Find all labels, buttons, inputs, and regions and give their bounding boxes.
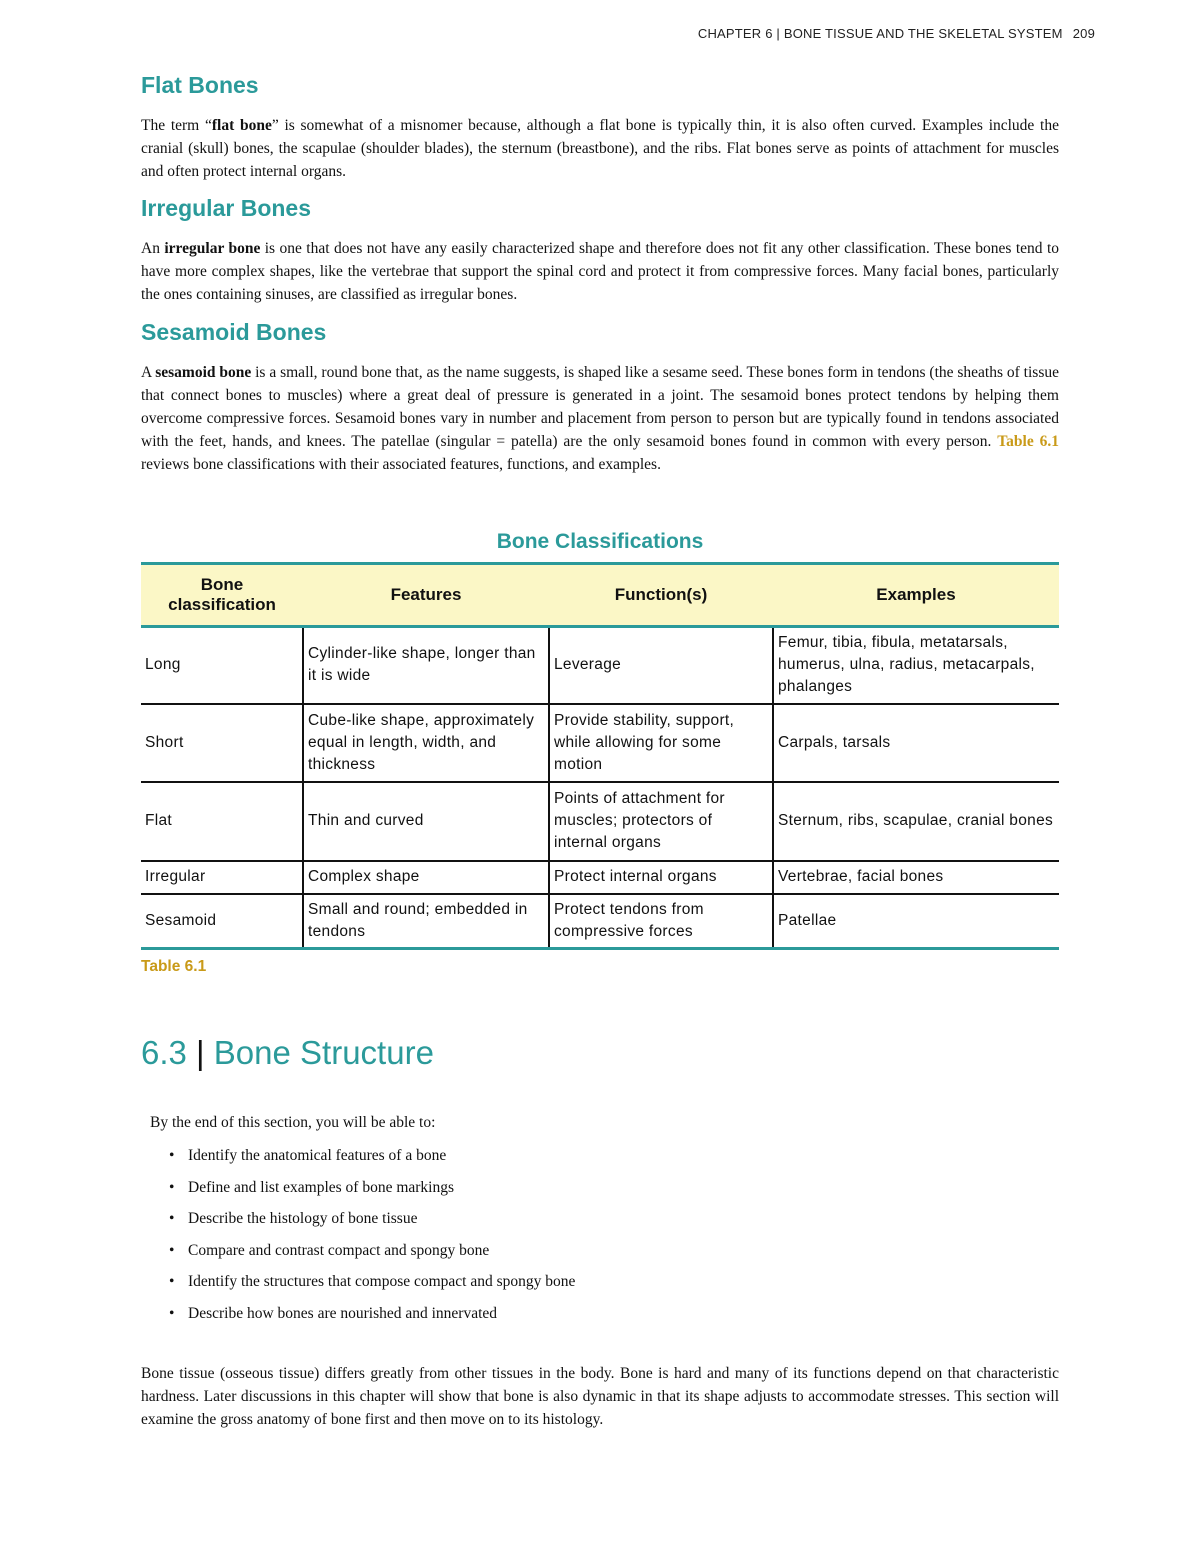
table-cell: Thin and curved (303, 782, 549, 861)
header-features: Features (390, 585, 462, 604)
table-cell: Sternum, ribs, scapulae, cranial bones (773, 782, 1059, 861)
page-number: 209 (1072, 26, 1095, 41)
table-cell: Patellae (773, 894, 1059, 949)
list-item: • Describe how bones are nourished and innervated (141, 1303, 575, 1335)
table-label: Table 6.1 (141, 958, 207, 975)
text-run: is one that does not have any easily characterized shape and therefore does not fit any other classification. These bones tend to have more complex shapes, like the vertebrae that support the spinal cord and protect it from compressive forces. Many facial bones, particularly the ones containing sinuses, are classified as irregular bones. (141, 240, 1060, 303)
section-title (141, 1034, 434, 1072)
table-cell: Cube-like shape, approximately equal in length, width, and thickness (303, 704, 549, 782)
table-cell: Carpals, tarsals (773, 704, 1059, 782)
header-functions: Function(s) (614, 585, 708, 604)
list-item: • Identify the anatomical features of a bone (141, 1145, 575, 1177)
section-separator: | (196, 1034, 205, 1071)
table-cell: Provide stability, support, while allowing for some motion (549, 704, 773, 782)
term-irregular-bone: irregular bone (164, 240, 261, 257)
table-header-row (141, 564, 1059, 627)
table-cell: Leverage (549, 627, 773, 704)
table-cell: Long (145, 656, 181, 674)
table-row (141, 894, 1059, 949)
table-cell: Protect internal organs (549, 861, 773, 894)
irregular-bones-paragraph (141, 237, 1059, 306)
table-cell: Irregular (141, 861, 303, 894)
irregular-bones-heading: Irregular Bones (141, 195, 311, 221)
text-run: An (141, 240, 165, 257)
table-row (141, 627, 1059, 704)
table-cell: Protect tendons from compressive forces (549, 894, 773, 949)
learning-objectives-list (141, 1145, 575, 1334)
term-flat-bone: flat bone (211, 117, 272, 134)
table-row (141, 861, 1059, 894)
text-run: ” is somewhat of a misnomer because, although a flat bone is typically thin, it is also often curved. Examples include the cranial (skull) bones, the scapulae (shoulder blades), the sternum (breastbone), and the ribs. Flat bones serve as points of attachment for muscles and often protect internal organs. (141, 117, 1059, 180)
table-6-1-link[interactable]: Table 6.1 (997, 433, 1059, 450)
table-cell: Femur, tibia, fibula, metatarsals, humerus, ulna, radius, metacarpals, phalanges (773, 627, 1059, 704)
table-cell: Cylinder-like shape, longer than it is wide (303, 627, 549, 704)
list-item: • Compare and contrast compact and spongy bone (141, 1240, 575, 1272)
table-cell: Short (141, 704, 303, 782)
header-bone-classification: Bone classification (168, 575, 276, 614)
header-examples: Examples (876, 585, 956, 604)
objectives-intro: By the end of this section, you will be able to: (150, 1114, 436, 1131)
text-run: A (141, 364, 156, 381)
sesamoid-bones-heading: Sesamoid Bones (141, 319, 327, 345)
bone-classifications-table (141, 562, 1059, 950)
list-item: • Identify the structures that compose compact and spongy bone (141, 1271, 575, 1303)
term-sesamoid-bone: sesamoid bone (155, 364, 252, 381)
text-run: reviews bone classifications with their associated features, functions, and examples. (141, 456, 661, 473)
flat-bones-heading: Flat Bones (141, 72, 259, 98)
running-head (698, 26, 1095, 41)
table-row (141, 782, 1059, 861)
section-title-text: Bone Structure (213, 1034, 434, 1071)
bone-structure-intro-paragraph: Bone tissue (osseous tissue) differs greatly from other tissues in the body. Bone is hard and many of its functions depend on that characteristic hardness. Later discussions in this chapter will show that bone is also dynamic in that its shape adjusts to accommodate stresses. This section will examine the gross anatomy of bone first and then move on to its histology. (141, 1365, 1059, 1428)
sesamoid-bones-paragraph (141, 361, 1059, 476)
list-item: • Describe the histology of bone tissue (141, 1208, 575, 1240)
chapter-title: CHAPTER 6 | BONE TISSUE AND THE SKELETAL SYSTEM (697, 26, 1063, 41)
list-item: • Define and list examples of bone markings (141, 1177, 575, 1209)
table-caption: Bone Classifications (496, 530, 704, 553)
table-cell: Complex shape (303, 861, 549, 894)
table-cell: Vertebrae, facial bones (773, 861, 1059, 894)
text-run: The term “ (141, 117, 212, 134)
flat-bones-paragraph (141, 114, 1059, 183)
section-number: 6.3 (141, 1034, 187, 1071)
table-cell: Small and round; embedded in tendons (303, 894, 549, 949)
table-cell: Points of attachment for muscles; protectors of internal organs (549, 782, 773, 861)
table-header (141, 564, 1059, 627)
table-row (141, 704, 1059, 782)
table-cell: Sesamoid (141, 894, 303, 949)
table-cell: Flat (141, 782, 303, 861)
text-run: is a small, round bone that, as the name suggests, is shaped like a sesame seed. These bones form in tendons (the sheaths of tissue that connect bones to muscles) where a great deal of pressure is generated in a joint. The sesamoid bones protect tendons by helping them overcome compressive forces. Sesamoid bones vary in number and placement from person to person but are typically found in tendons associated with the feet, hands, and knees. The patellae (singular = patella) are the only sesamoid bones found in common with every person. (141, 364, 1059, 450)
